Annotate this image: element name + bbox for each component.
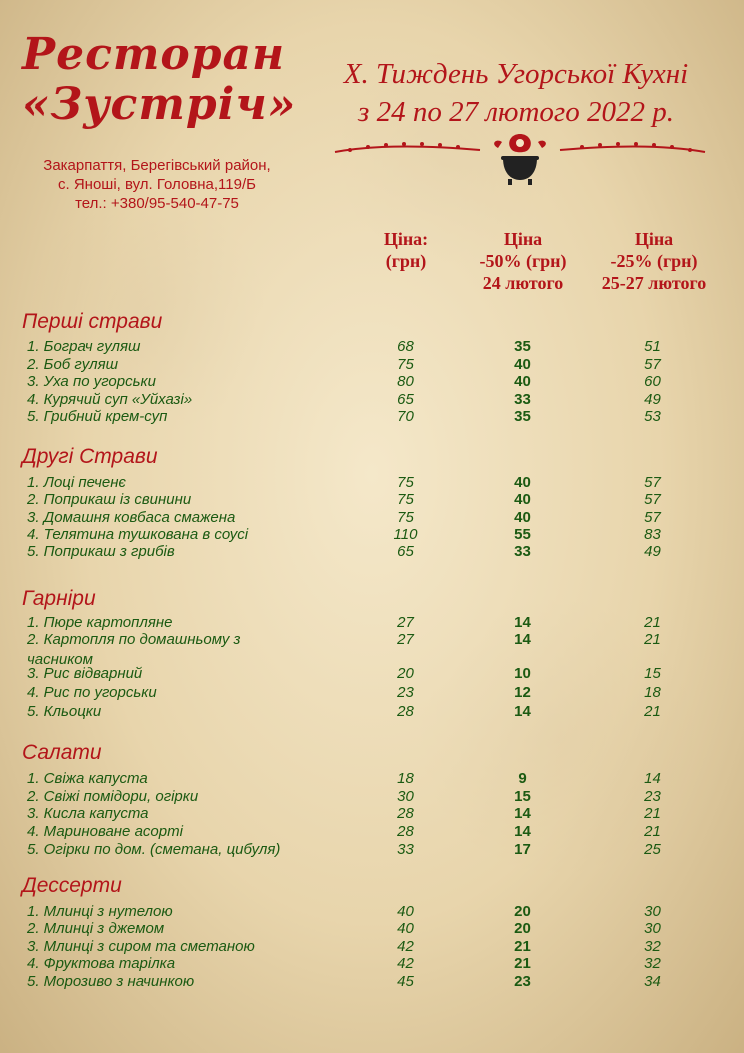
dish-name: 2. Поприкаш із свинини [27,491,192,508]
dish-name: 2. Боб гуляш [27,356,119,373]
column-header-discount-25-date: 25-27 лютого [601,273,707,293]
dish-price: 65 [397,391,414,408]
dish-price-50: 23 [514,973,531,990]
dish-price: 18 [397,770,414,787]
dish-name: 4. Курячий суп «Уйхазі» [27,391,193,408]
dish-name: 4. Мариноване асорті [27,823,183,840]
dish-name: 1. Свіжа капуста [27,770,148,787]
dish-price-50: 14 [514,614,531,631]
menu-row [0,356,744,374]
dish-price-50: 10 [514,665,531,682]
section-title-desserts: Дессерти [22,874,122,897]
menu-row [0,770,744,788]
dish-price: 80 [397,373,414,390]
dish-price-50: 33 [514,543,531,560]
dish-price-25: 83 [644,526,661,543]
restaurant-title [22,29,297,130]
dish-price-25: 21 [644,631,661,648]
menu-row [0,684,744,702]
menu-row [0,665,744,683]
dish-price: 30 [397,788,414,805]
menu-row [0,631,744,649]
menu-row [0,474,744,492]
folk-ornament-cauldron-icon [330,130,710,190]
dish-price: 42 [397,955,414,972]
dish-price: 40 [397,903,414,920]
dish-price-50: 14 [514,703,531,720]
column-header-price-unit: (грн) [385,251,427,271]
dish-price-25: 49 [644,543,661,560]
dish-price-25: 32 [644,938,661,955]
section-title-main-courses: Другі Страви [22,445,158,468]
dish-name: 1. Млинці з нутелою [27,903,173,920]
dish-price-50: 40 [514,373,531,390]
dish-price-25: 21 [644,614,661,631]
dish-name: 1. Лоці печенє [27,474,126,491]
column-header-discount-25 [584,228,724,294]
dish-price-25: 57 [644,509,661,526]
dish-price: 75 [397,509,414,526]
dish-price-25: 23 [644,788,661,805]
dish-price: 75 [397,491,414,508]
dish-price-50: 21 [514,955,531,972]
dish-name: 5. Грибний крем-суп [27,408,168,425]
dish-price-50: 14 [514,631,531,648]
dish-price-25: 21 [644,805,661,822]
address-line2: с. Яноші, вул. Головна,119/Б [58,176,256,193]
dish-name: 4. Фруктова тарілка [27,955,176,972]
column-header-discount-50-date: 24 лютого [482,273,564,293]
dish-price-50: 15 [514,788,531,805]
dish-name: 2. Свіжі помідори, огірки [27,788,199,805]
dish-name: 3. Млинці з сиром та сметаною [27,938,255,955]
restaurant-address [22,156,292,213]
dish-price-25: 49 [644,391,661,408]
dish-price-50: 12 [514,684,531,701]
dish-name: 1. Бограч гуляш [27,338,141,355]
dish-price-50: 14 [514,823,531,840]
dish-price-50: 9 [518,770,527,787]
dish-price-25: 57 [644,356,661,373]
dish-price: 75 [397,474,414,491]
dish-price-25: 57 [644,474,661,491]
dish-price: 68 [397,338,414,355]
menu-row [0,338,744,356]
menu-row [0,955,744,973]
dish-price: 28 [397,703,414,720]
section-title-side-dishes: Гарніри [22,587,96,610]
dish-name: 3. Домашня ковбаса смажена [27,509,236,526]
menu-row [0,373,744,391]
event-dates: з 24 по 27 лютого 2022 р. [358,96,674,128]
menu-row [0,703,744,721]
column-header-discount-50-label: Ціна [503,229,543,249]
dish-name: 3. Уха по угорськи [27,373,156,390]
dish-name: 4. Телятина тушкована в соусі [27,526,249,543]
dish-price-25: 21 [644,703,661,720]
dish-price: 45 [397,973,414,990]
dish-price-25: 15 [644,665,661,682]
dish-price-25: 53 [644,408,661,425]
column-header-discount-25-value: -25% (грн) [610,251,698,271]
dish-price: 110 [393,526,418,543]
dish-price-25: 18 [644,684,661,701]
event-title: X. Тиждень Угорської Кухні [343,58,689,90]
menu-row [0,823,744,841]
column-header-discount-25-label: Ціна [634,229,674,249]
dish-price: 40 [397,920,414,937]
dish-price-25: 14 [644,770,661,787]
dish-price-50: 40 [514,474,531,491]
dish-price: 28 [397,823,414,840]
dish-name: 5. Кльоцки [27,703,102,720]
restaurant-title-line1: Ресторан [22,29,286,80]
menu-row [0,788,744,806]
dish-price-25: 30 [644,920,661,937]
menu-row [0,391,744,409]
dish-name: 5. Поприкаш з грибів [27,543,175,560]
dish-price-50: 20 [514,920,531,937]
dish-name: 5. Огірки по дом. (сметана, цибуля) [27,841,281,858]
dish-price-50: 55 [514,526,531,543]
dish-name: 3. Рис відварний [27,665,143,682]
dish-price: 28 [397,805,414,822]
dish-price-50: 20 [514,903,531,920]
section-title-salads: Салати [22,741,102,764]
column-header-discount-50 [462,228,584,294]
dish-price: 42 [397,938,414,955]
dish-name: 2. Млинці з джемом [27,920,165,937]
dish-price-25: 30 [644,903,661,920]
dish-price: 27 [397,631,414,648]
dish-price-25: 25 [644,841,661,858]
menu-row [0,973,744,991]
dish-price-50: 33 [514,391,531,408]
dish-price-50: 14 [514,805,531,822]
dish-price-50: 40 [514,491,531,508]
dish-name: 3. Кисла капуста [27,805,149,822]
menu-row [0,526,744,544]
column-header-price-label: Ціна: [383,229,429,249]
dish-price-25: 34 [644,973,661,990]
dish-price-25: 60 [644,373,661,390]
dish-price-50: 21 [514,938,531,955]
event-heading [296,55,736,131]
column-header-discount-50-value: -50% (грн) [479,251,567,271]
dish-price: 65 [397,543,414,560]
dish-price-25: 21 [644,823,661,840]
dish-price: 20 [397,665,414,682]
dish-name: 5. Морозиво з начинкою [27,973,195,990]
dish-price: 75 [397,356,414,373]
address-line1: Закарпаття, Берегівський район, [43,157,271,174]
dish-price-50: 35 [514,408,531,425]
menu-row [0,491,744,509]
menu-row [0,938,744,956]
dish-name: 1. Пюре картопляне [27,614,173,631]
dish-price-25: 57 [644,491,661,508]
menu-row [0,805,744,823]
dish-price-50: 17 [514,841,531,858]
address-phone: тел.: +380/95-540-47-75 [75,195,239,212]
menu-row [0,920,744,938]
menu-row [0,408,744,426]
dish-price-50: 40 [514,509,531,526]
dish-price: 33 [397,841,414,858]
dish-name-continuation: часником [27,651,93,668]
dish-price: 27 [397,614,414,631]
dish-price-25: 32 [644,955,661,972]
dish-price-50: 40 [514,356,531,373]
menu-row [0,841,744,859]
restaurant-title-line2: «Зустріч» [22,79,297,130]
dish-price: 23 [397,684,414,701]
menu-row [0,614,744,632]
column-header-price [368,228,444,272]
dish-price-25: 51 [644,338,661,355]
dish-price: 70 [397,408,414,425]
dish-name: 4. Рис по угорськи [27,684,157,701]
menu-row [0,509,744,527]
section-title-first-courses: Перші страви [22,310,163,333]
menu-row [0,543,744,561]
menu-row [0,903,744,921]
dish-name: 2. Картопля по домашньому з [27,631,241,648]
dish-price-50: 35 [514,338,531,355]
